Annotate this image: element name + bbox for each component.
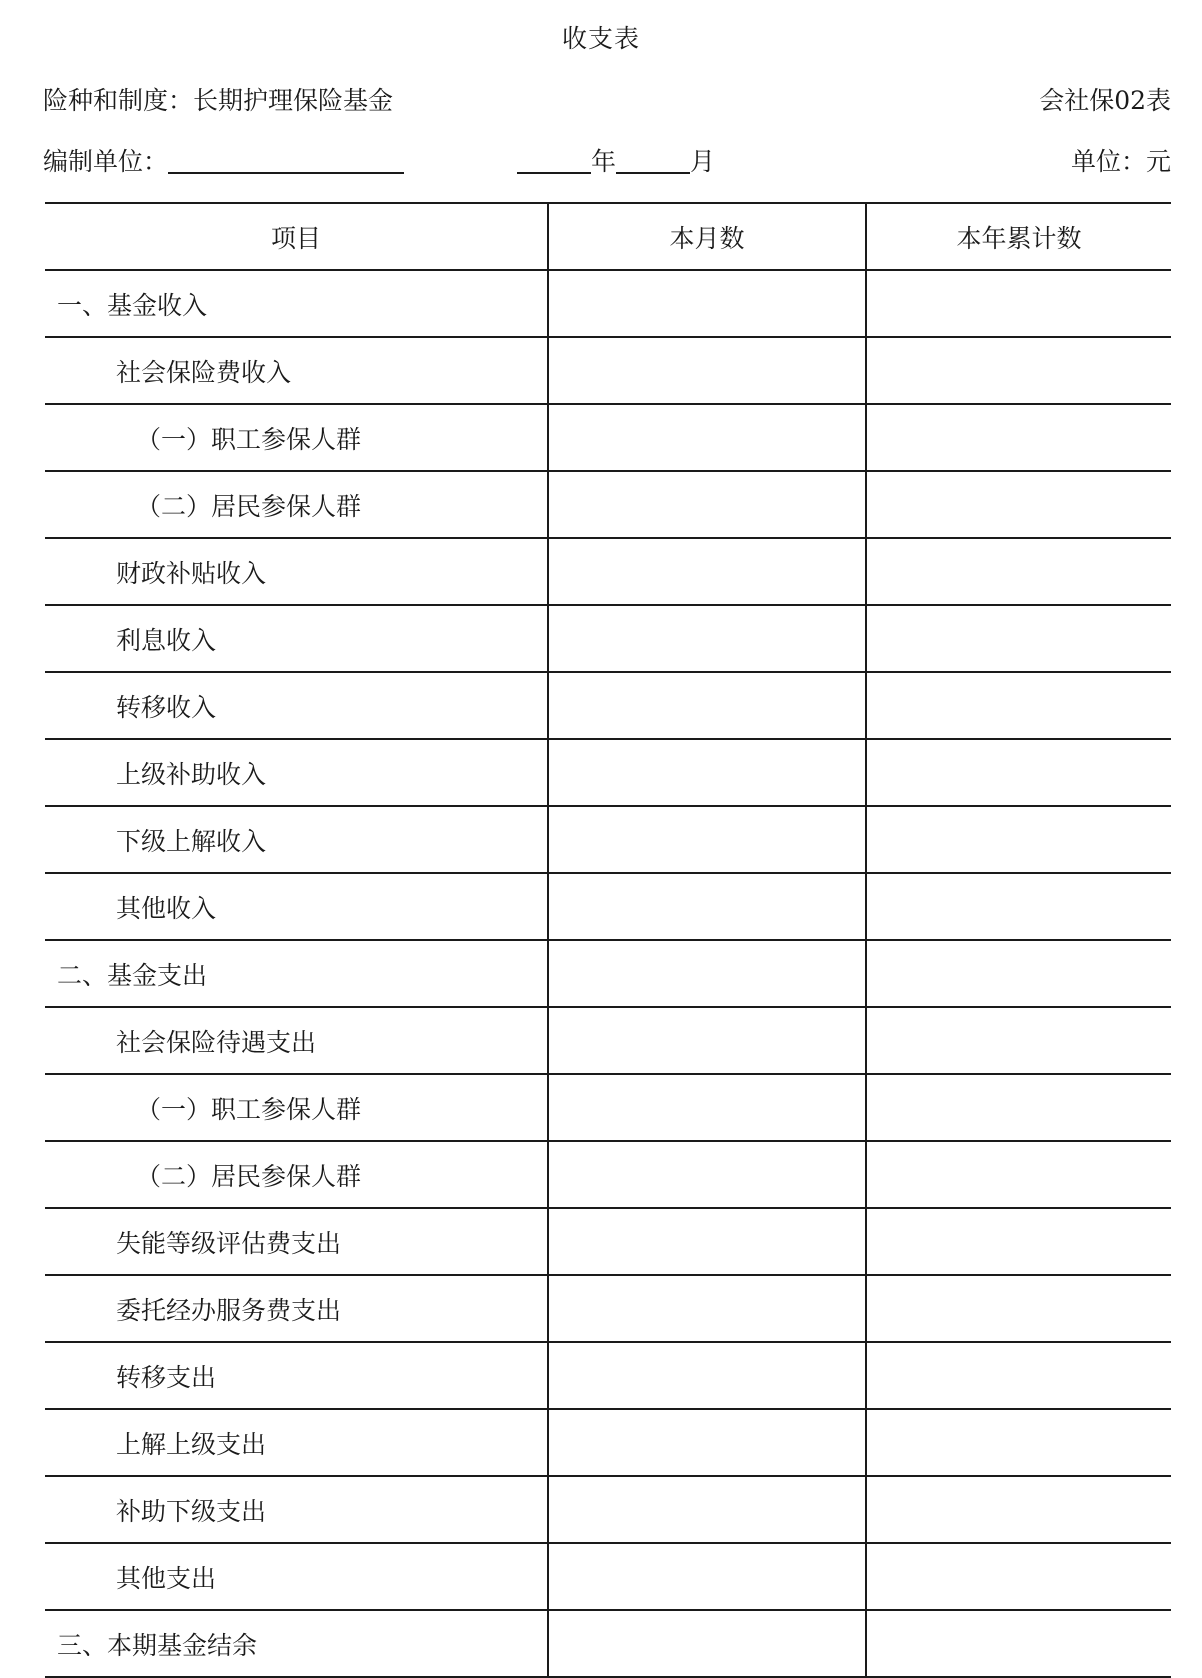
table-row	[45, 1007, 1171, 1074]
row-label: （一）职工参保人群	[45, 404, 548, 471]
reporting-unit-label: 编制单位：	[43, 147, 169, 176]
ytd-value-cell[interactable]	[866, 270, 1171, 337]
table-row	[45, 337, 1171, 404]
column-header-item: 项目	[45, 203, 548, 270]
table-row	[45, 1342, 1171, 1409]
table-row	[45, 605, 1171, 672]
column-header-ytd: 本年累计数	[866, 203, 1171, 270]
column-header-month: 本月数	[548, 203, 866, 270]
month-value-cell[interactable]	[548, 1074, 866, 1141]
table-row	[45, 1543, 1171, 1610]
row-label: （一）职工参保人群	[45, 1074, 548, 1141]
ytd-value-cell[interactable]	[866, 1208, 1171, 1275]
ytd-value-cell[interactable]	[866, 1409, 1171, 1476]
row-label: 转移收入	[45, 672, 548, 739]
ytd-value-cell[interactable]	[866, 1275, 1171, 1342]
table-row	[45, 739, 1171, 806]
month-value-cell[interactable]	[548, 270, 866, 337]
ytd-value-cell[interactable]	[866, 1074, 1171, 1141]
table-row	[45, 471, 1171, 538]
table-row	[45, 672, 1171, 739]
ytd-value-cell[interactable]	[866, 806, 1171, 873]
year-blank[interactable]	[517, 146, 591, 174]
month-blank[interactable]	[616, 146, 690, 174]
month-value-cell[interactable]	[548, 605, 866, 672]
ytd-value-cell[interactable]	[866, 605, 1171, 672]
ytd-value-cell[interactable]	[866, 337, 1171, 404]
row-label: 一、基金收入	[45, 270, 548, 337]
insurance-type: 险种和制度：长期护理保险基金	[43, 86, 394, 115]
month-value-cell[interactable]	[548, 404, 866, 471]
row-label: 补助下级支出	[45, 1476, 548, 1543]
month-value-cell[interactable]	[548, 1208, 866, 1275]
ytd-value-cell[interactable]	[866, 538, 1171, 605]
row-label: 上解上级支出	[45, 1409, 548, 1476]
ytd-value-cell[interactable]	[866, 1610, 1171, 1677]
table-row	[45, 1409, 1171, 1476]
table-row	[45, 1141, 1171, 1208]
ytd-value-cell[interactable]	[866, 672, 1171, 739]
month-value-cell[interactable]	[548, 1476, 866, 1543]
row-label: 社会保险费收入	[45, 337, 548, 404]
reporting-unit	[43, 145, 404, 179]
page-title: 收支表	[561, 24, 640, 53]
row-label: 财政补贴收入	[45, 538, 548, 605]
month-value-cell[interactable]	[548, 873, 866, 940]
row-label: 失能等级评估费支出	[45, 1208, 548, 1275]
ytd-value-cell[interactable]	[866, 1141, 1171, 1208]
month-value-cell[interactable]	[548, 1342, 866, 1409]
month-value-cell[interactable]	[548, 940, 866, 1007]
row-label: 上级补助收入	[45, 739, 548, 806]
year-label: 年	[591, 147, 617, 176]
row-label: 三、本期基金结余	[45, 1610, 548, 1677]
month-value-cell[interactable]	[548, 538, 866, 605]
month-value-cell[interactable]	[548, 739, 866, 806]
table-row	[45, 940, 1171, 1007]
table-row	[45, 270, 1171, 337]
month-value-cell[interactable]	[548, 1007, 866, 1074]
currency-unit: 单位：元	[1070, 147, 1171, 176]
month-value-cell[interactable]	[548, 1543, 866, 1610]
report-period	[517, 145, 715, 179]
ytd-value-cell[interactable]	[866, 940, 1171, 1007]
month-label: 月	[690, 147, 716, 176]
month-value-cell[interactable]	[548, 337, 866, 404]
income-expense-table	[45, 202, 1171, 1678]
ytd-value-cell[interactable]	[866, 1543, 1171, 1610]
ytd-value-cell[interactable]	[866, 471, 1171, 538]
table-row	[45, 1610, 1171, 1677]
row-label: （二）居民参保人群	[45, 1141, 548, 1208]
month-value-cell[interactable]	[548, 1409, 866, 1476]
month-value-cell[interactable]	[548, 806, 866, 873]
row-label: 社会保险待遇支出	[45, 1007, 548, 1074]
month-value-cell[interactable]	[548, 1141, 866, 1208]
reporting-unit-blank[interactable]	[168, 146, 404, 174]
form-code: 会社保02表	[1039, 86, 1171, 115]
ytd-value-cell[interactable]	[866, 873, 1171, 940]
table-header-row	[45, 203, 1171, 270]
row-label: 下级上解收入	[45, 806, 548, 873]
month-value-cell[interactable]	[548, 1275, 866, 1342]
ytd-value-cell[interactable]	[866, 739, 1171, 806]
table-row	[45, 1208, 1171, 1275]
ytd-value-cell[interactable]	[866, 1476, 1171, 1543]
row-label: （二）居民参保人群	[45, 471, 548, 538]
row-label: 二、基金支出	[45, 940, 548, 1007]
ytd-value-cell[interactable]	[866, 1342, 1171, 1409]
month-value-cell[interactable]	[548, 672, 866, 739]
row-label: 利息收入	[45, 605, 548, 672]
row-label: 委托经办服务费支出	[45, 1275, 548, 1342]
table-row	[45, 1476, 1171, 1543]
table-row	[45, 1074, 1171, 1141]
header-row-1	[43, 84, 1171, 118]
row-label: 其他支出	[45, 1543, 548, 1610]
ytd-value-cell[interactable]	[866, 1007, 1171, 1074]
month-value-cell[interactable]	[548, 1610, 866, 1677]
row-label: 其他收入	[45, 873, 548, 940]
row-label: 转移支出	[45, 1342, 548, 1409]
header-row-2	[43, 145, 1171, 179]
ytd-value-cell[interactable]	[866, 404, 1171, 471]
table-row	[45, 806, 1171, 873]
table-row	[45, 538, 1171, 605]
table-row	[45, 873, 1171, 940]
table-row	[45, 404, 1171, 471]
month-value-cell[interactable]	[548, 471, 866, 538]
table-row	[45, 1275, 1171, 1342]
